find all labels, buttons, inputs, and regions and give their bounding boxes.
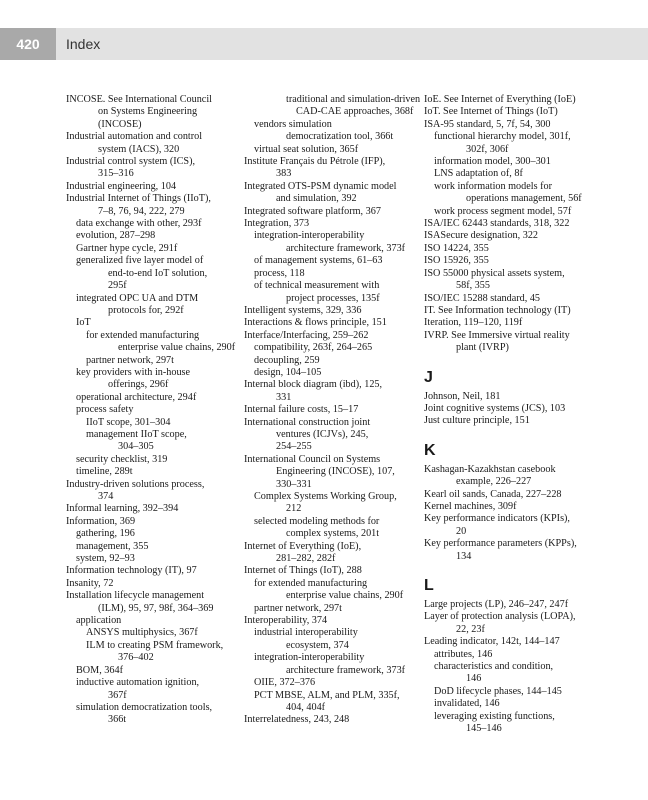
index-entry: (ILM), 95, 97, 98f, 364–369 (98, 602, 214, 614)
index-entry: 146 (466, 673, 482, 685)
index-entry: Insanity, 72 (66, 577, 114, 589)
index-entry: operations management, 56f (466, 193, 582, 205)
index-entry: ISO 55000 physical assets system, (424, 267, 565, 279)
index-entry: 366t (108, 714, 127, 726)
index-entry: partner network, 297t (254, 602, 342, 614)
index-entry: functional hierarchy model, 301f, (434, 131, 571, 143)
index-entry: Gartner hype cycle, 291f (76, 242, 178, 254)
index-entry: operational architecture, 294f (76, 391, 197, 403)
index-entry: and simulation, 392 (276, 193, 357, 205)
index-entry: leveraging existing functions, (434, 710, 555, 722)
index-entry: industrial interoperability (254, 627, 358, 639)
index-entry: Just culture principle, 151 (424, 415, 530, 427)
index-entry: integration-interoperability (254, 230, 365, 242)
index-entry: enterprise value chains, 290f (286, 590, 404, 602)
index-entry: Industrial control system (ICS), (66, 156, 196, 168)
index-entry: Information technology (IT), 97 (66, 565, 197, 577)
index-entry: 376–402 (118, 652, 154, 664)
index-entry: process, 118 (254, 267, 305, 279)
index-entry: system (IACS), 320 (98, 143, 180, 155)
index-entry: 212 (286, 503, 302, 515)
index-entry: security checklist, 319 (76, 453, 168, 465)
index-entry: Layer of protection analysis (LOPA), (424, 611, 576, 623)
index-entry: 383 (276, 168, 292, 180)
index-entry: Industry-driven solutions process, (66, 478, 205, 490)
index-entry: 302f, 306f (466, 143, 509, 155)
index-entry: 304–305 (118, 441, 154, 453)
index-entry: Informal learning, 392–394 (66, 503, 179, 515)
index-entry: Integrated software platform, 367 (244, 205, 381, 217)
index-entry: Key performance indicators (KPIs), (424, 513, 570, 525)
index-entry: architecture framework, 373f (286, 664, 406, 676)
index-entry: ecosystem, 374 (286, 639, 349, 651)
index-entry: end-to-end IoT solution, (108, 267, 208, 279)
index-column-1 (66, 94, 246, 727)
index-entry: Industrial automation and control (66, 131, 203, 143)
index-entry: key providers with in-house (76, 366, 191, 378)
index-entry: Engineering (INCOSE), 107, (276, 466, 395, 478)
index-column-3 (424, 94, 594, 735)
index-entry: Internet of Things (IoT), 288 (244, 565, 362, 577)
index-entry: timeline, 289t (76, 466, 133, 478)
index-entry: DoD lifecycle phases, 144–145 (434, 685, 562, 697)
index-entry: 295f (108, 280, 127, 292)
index-entry: Institute Français du Pétrole (IFP), (244, 156, 386, 168)
index-section-letter: L (424, 577, 434, 594)
index-entry: ISO 14224, 355 (424, 242, 489, 254)
page-number: 420 (0, 28, 56, 60)
running-head-title: Index (66, 36, 101, 52)
index-entry: Integration, 373 (244, 218, 310, 230)
index-entry: Johnson, Neil, 181 (424, 390, 501, 402)
index-column-2 (244, 94, 421, 727)
index-entry: Information, 369 (66, 515, 136, 527)
index-entry: selected modeling methods for (254, 515, 380, 527)
index-entry: 315–316 (98, 168, 134, 180)
index-entry: gathering, 196 (76, 528, 135, 540)
index-entry: attributes, 146 (434, 648, 493, 660)
index-entry: complex systems, 201t (286, 528, 380, 540)
index-entry: Installation lifecycle management (66, 590, 205, 602)
index-entry: evolution, 287–298 (76, 230, 156, 242)
index-entry: inductive automation ignition, (76, 677, 200, 689)
index-entry: plant (IVRP) (456, 342, 509, 354)
index-entry: ISASecure designation, 322 (424, 230, 539, 242)
index-entry: PCT MBSE, ALM, and PLM, 335f, (254, 689, 400, 701)
index-entry: Joint cognitive systems (JCS), 103 (424, 402, 566, 414)
index-entry: virtual seat solution, 365f (254, 143, 359, 155)
index-entry: 134 (456, 550, 472, 562)
index-entry: work process segment model, 57f (434, 205, 572, 217)
index-entry: project processes, 135f (286, 292, 380, 304)
index-entry: 254–255 (276, 441, 312, 453)
index-entry: data exchange with other, 293f (76, 218, 202, 230)
index-entry: 374 (98, 491, 114, 502)
index-entry: Internet of Everything (IoE), (244, 540, 362, 552)
index-entry: Iteration, 119–120, 119f (424, 317, 523, 329)
index-entry: traditional and simulation-driven (286, 94, 421, 105)
index-entry: INCOSE. See International Council (66, 94, 212, 105)
index-entry: enterprise value chains, 290f (118, 342, 236, 354)
index-entry: generalized five layer model of (76, 255, 204, 267)
index-section-letter: J (424, 368, 433, 386)
index-entry: ISO 15926, 355 (424, 255, 489, 267)
index-entry: Interactions & flows principle, 151 (244, 317, 387, 329)
index-entry: process safety (76, 404, 134, 416)
index-entry: 367f (108, 689, 127, 701)
index-entry: ISA-95 standard, 5, 7f, 54, 300 (424, 118, 551, 130)
index-entry: ANSYS multiphysics, 367f (86, 627, 198, 639)
index-entry: OIIE, 372–376 (254, 677, 316, 689)
index-entry: Complex Systems Working Group, (254, 491, 397, 502)
index-entry: offerings, 296f (108, 379, 169, 391)
index-entry: LNS adaptation of, 8f (434, 168, 523, 180)
index-entry: integrated OPC UA and DTM (76, 292, 199, 304)
index-entry: Interoperability, 374 (244, 615, 328, 627)
index-entry: architecture framework, 373f (286, 242, 406, 254)
index-entry: 404, 404f (286, 701, 326, 713)
index-entry: protocols for, 292f (108, 304, 184, 316)
index-entry: CAD-CAE approaches, 368f (296, 106, 414, 118)
index-entry: characteristics and condition, (434, 661, 554, 673)
index-entry: ILM to creating PSM framework, (86, 639, 224, 651)
index-entry: example, 226–227 (456, 476, 532, 488)
index-entry: system, 92–93 (76, 553, 135, 565)
index-entry: compatibility, 263f, 264–265 (254, 342, 373, 354)
index-entry: IVRP. See Immersive virtual reality (424, 329, 570, 341)
index-entry: ventures (ICJVs), 245, (276, 428, 369, 440)
index-entry: information model, 300–301 (434, 156, 551, 168)
index-entry: ISA/IEC 62443 standards, 318, 322 (424, 218, 570, 230)
index-entry: IT. See Information technology (IT) (424, 304, 571, 316)
index-entry: Kernel machines, 309f (424, 500, 517, 512)
index-entry: 331 (276, 391, 292, 403)
index-entry: decoupling, 259 (254, 354, 320, 366)
index-entry: management, 355 (76, 540, 149, 552)
index-entry: IoT. See Internet of Things (IoT) (424, 106, 558, 118)
index-entry: Kearl oil sands, Canada, 227–228 (424, 488, 562, 500)
index-entry: BOM, 364f (76, 664, 123, 676)
index-entry: management IIoT scope, (86, 428, 187, 440)
index-entry: simulation democratization tools, (76, 701, 213, 713)
index-entry: 145–146 (466, 723, 502, 735)
index-entry: Industrial engineering, 104 (66, 180, 177, 192)
index-section-letter: K (424, 441, 436, 459)
index-entry: application (76, 615, 122, 627)
index-entry: 20 (456, 525, 467, 537)
index-entry: of technical measurement with (254, 280, 380, 292)
index-entry: Interrelatedness, 243, 248 (244, 714, 350, 726)
index-entry: integration-interoperability (254, 652, 365, 664)
index-entry: partner network, 297t (86, 354, 174, 366)
index-entry: International Council on Systems (244, 453, 381, 465)
index-entry: Interface/Interfacing, 259–262 (244, 329, 369, 341)
index-entry: 22, 23f (456, 623, 485, 635)
index-entry: Integrated OTS-PSM dynamic model (244, 180, 397, 192)
index-entry: 7–8, 76, 94, 222, 279 (98, 205, 185, 217)
index-entry: Leading indicator, 142t, 144–147 (424, 636, 560, 648)
index-entry: Internal failure costs, 15–17 (244, 404, 359, 416)
index-entry: of management systems, 61–63 (254, 255, 383, 267)
index-entry: design, 104–105 (254, 366, 322, 378)
index-entry: Large projects (LP), 246–247, 247f (424, 599, 569, 610)
index-entry: IoE. See Internet of Everything (IoE) (424, 94, 576, 105)
index-entry: Kashagan-Kazakhstan casebook (424, 463, 556, 475)
index-entry: 281–282, 282f (276, 553, 336, 565)
index-entry: for extended manufacturing (86, 329, 200, 341)
index-entry: for extended manufacturing (254, 577, 368, 589)
index-entry: (INCOSE) (98, 118, 142, 130)
index-entry: Key performance parameters (KPPs), (424, 538, 577, 550)
index-entry: 58f, 355 (456, 280, 490, 292)
index-entry: Intelligent systems, 329, 336 (244, 304, 362, 316)
index-entry: IIoT scope, 301–304 (86, 416, 171, 428)
index-entry: ISO/IEC 15288 standard, 45 (424, 292, 541, 304)
index-entry: invalidated, 146 (434, 698, 500, 710)
index-entry: democratization tool, 366t (286, 131, 394, 143)
index-entry: work information models for (434, 180, 552, 192)
index-entry: International construction joint (244, 416, 371, 428)
index-entry: 330–331 (276, 478, 312, 490)
index-entry: IoT (76, 317, 91, 329)
index-entry: vendors simulation (254, 118, 332, 130)
index-entry: Industrial Internet of Things (IIoT), (66, 193, 211, 205)
index-entry: Internal block diagram (ibd), 125, (244, 379, 383, 391)
index-entry: on Systems Engineering (98, 106, 198, 118)
